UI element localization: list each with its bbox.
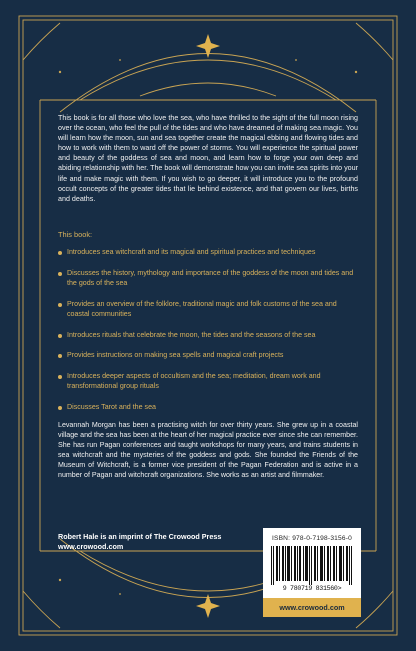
bullet-icon bbox=[58, 334, 62, 338]
bullet-icon bbox=[58, 251, 62, 255]
barcode-panel bbox=[263, 528, 361, 617]
bullet-icon bbox=[58, 303, 62, 307]
top-star-icon bbox=[196, 34, 220, 58]
list-item: Discusses Tarot and the sea bbox=[58, 402, 358, 412]
isbn-label: ISBN: 978-0-7198-3156-0 bbox=[271, 535, 353, 542]
barcode-bars bbox=[269, 546, 355, 585]
list-item: Introduces deeper aspects of occultism and the sea; meditation, dream work and transformational group rituals bbox=[58, 371, 358, 391]
feature-list bbox=[58, 247, 358, 423]
bullet-icon bbox=[58, 272, 62, 276]
list-item: Provides an overview of the folklore, traditional magic and folk customs of the sea and coastal communities bbox=[58, 299, 358, 319]
imprint-block bbox=[58, 532, 221, 552]
barcode-digits: 9 780719 831560> bbox=[282, 585, 342, 592]
publisher-url: www.crowood.com bbox=[58, 542, 124, 551]
author-bio: Levannah Morgan has been a practising witch for over thirty years. She grew up in a coastal village and the sea has been at the heart of her magical practice ever since she can remember. She has run Pagan conferences and taught workshops for many years, and trains students in sea witchcraft and the mysteries of the goddess and gods. She founded the Friends of the Museum of Witchcraft, is a former vice president of the Pagan Federation and is active in a number of Pagan and witchcraft organizations. She works as an artist and filmmaker. bbox=[58, 421, 358, 480]
list-item: Introduces sea witchcraft and its magical and spiritual practices and techniques bbox=[58, 247, 358, 257]
bullet-icon bbox=[58, 375, 62, 379]
blurb-paragraph bbox=[58, 113, 358, 204]
list-item: Introduces rituals that celebrate the moon, the tides and the seasons of the sea bbox=[58, 330, 358, 340]
bullet-icon bbox=[58, 354, 62, 358]
intro-label: This book: bbox=[58, 230, 93, 239]
list-item: Discusses the history, mythology and importance of the goddess of the moon and tides and the gods of the sea bbox=[58, 268, 358, 288]
list-item: Provides instructions on making sea spells and magical craft projects bbox=[58, 350, 358, 360]
imprint-line: Robert Hale is an imprint of The Crowood Press bbox=[58, 532, 222, 541]
blurb-text: This book is for all those who love the sea, who have thrilled to the sight of the full moon rising over the ocean, who feel the pull of the tides and who have dreamed of making sea magic. You will learn how the moon, sun and sea together create the magical ebbing and flowing tides and how to work with them to ward off the power of storms. You will experience the spiritual power and beauty of the goddess of sea and moon, and learn how to forge your own deep and abiding relationship with her. The book will demonstrate how you can invite sea spirits into your life and make magic with them. If you wish to go deeper, it will introduce you to the profound occult concepts of the greater tides that lie behind existence, and that govern our lives, births and deaths. bbox=[58, 114, 358, 203]
publisher-url-bar: www.crowood.com bbox=[263, 598, 361, 617]
bullet-icon bbox=[58, 406, 62, 410]
